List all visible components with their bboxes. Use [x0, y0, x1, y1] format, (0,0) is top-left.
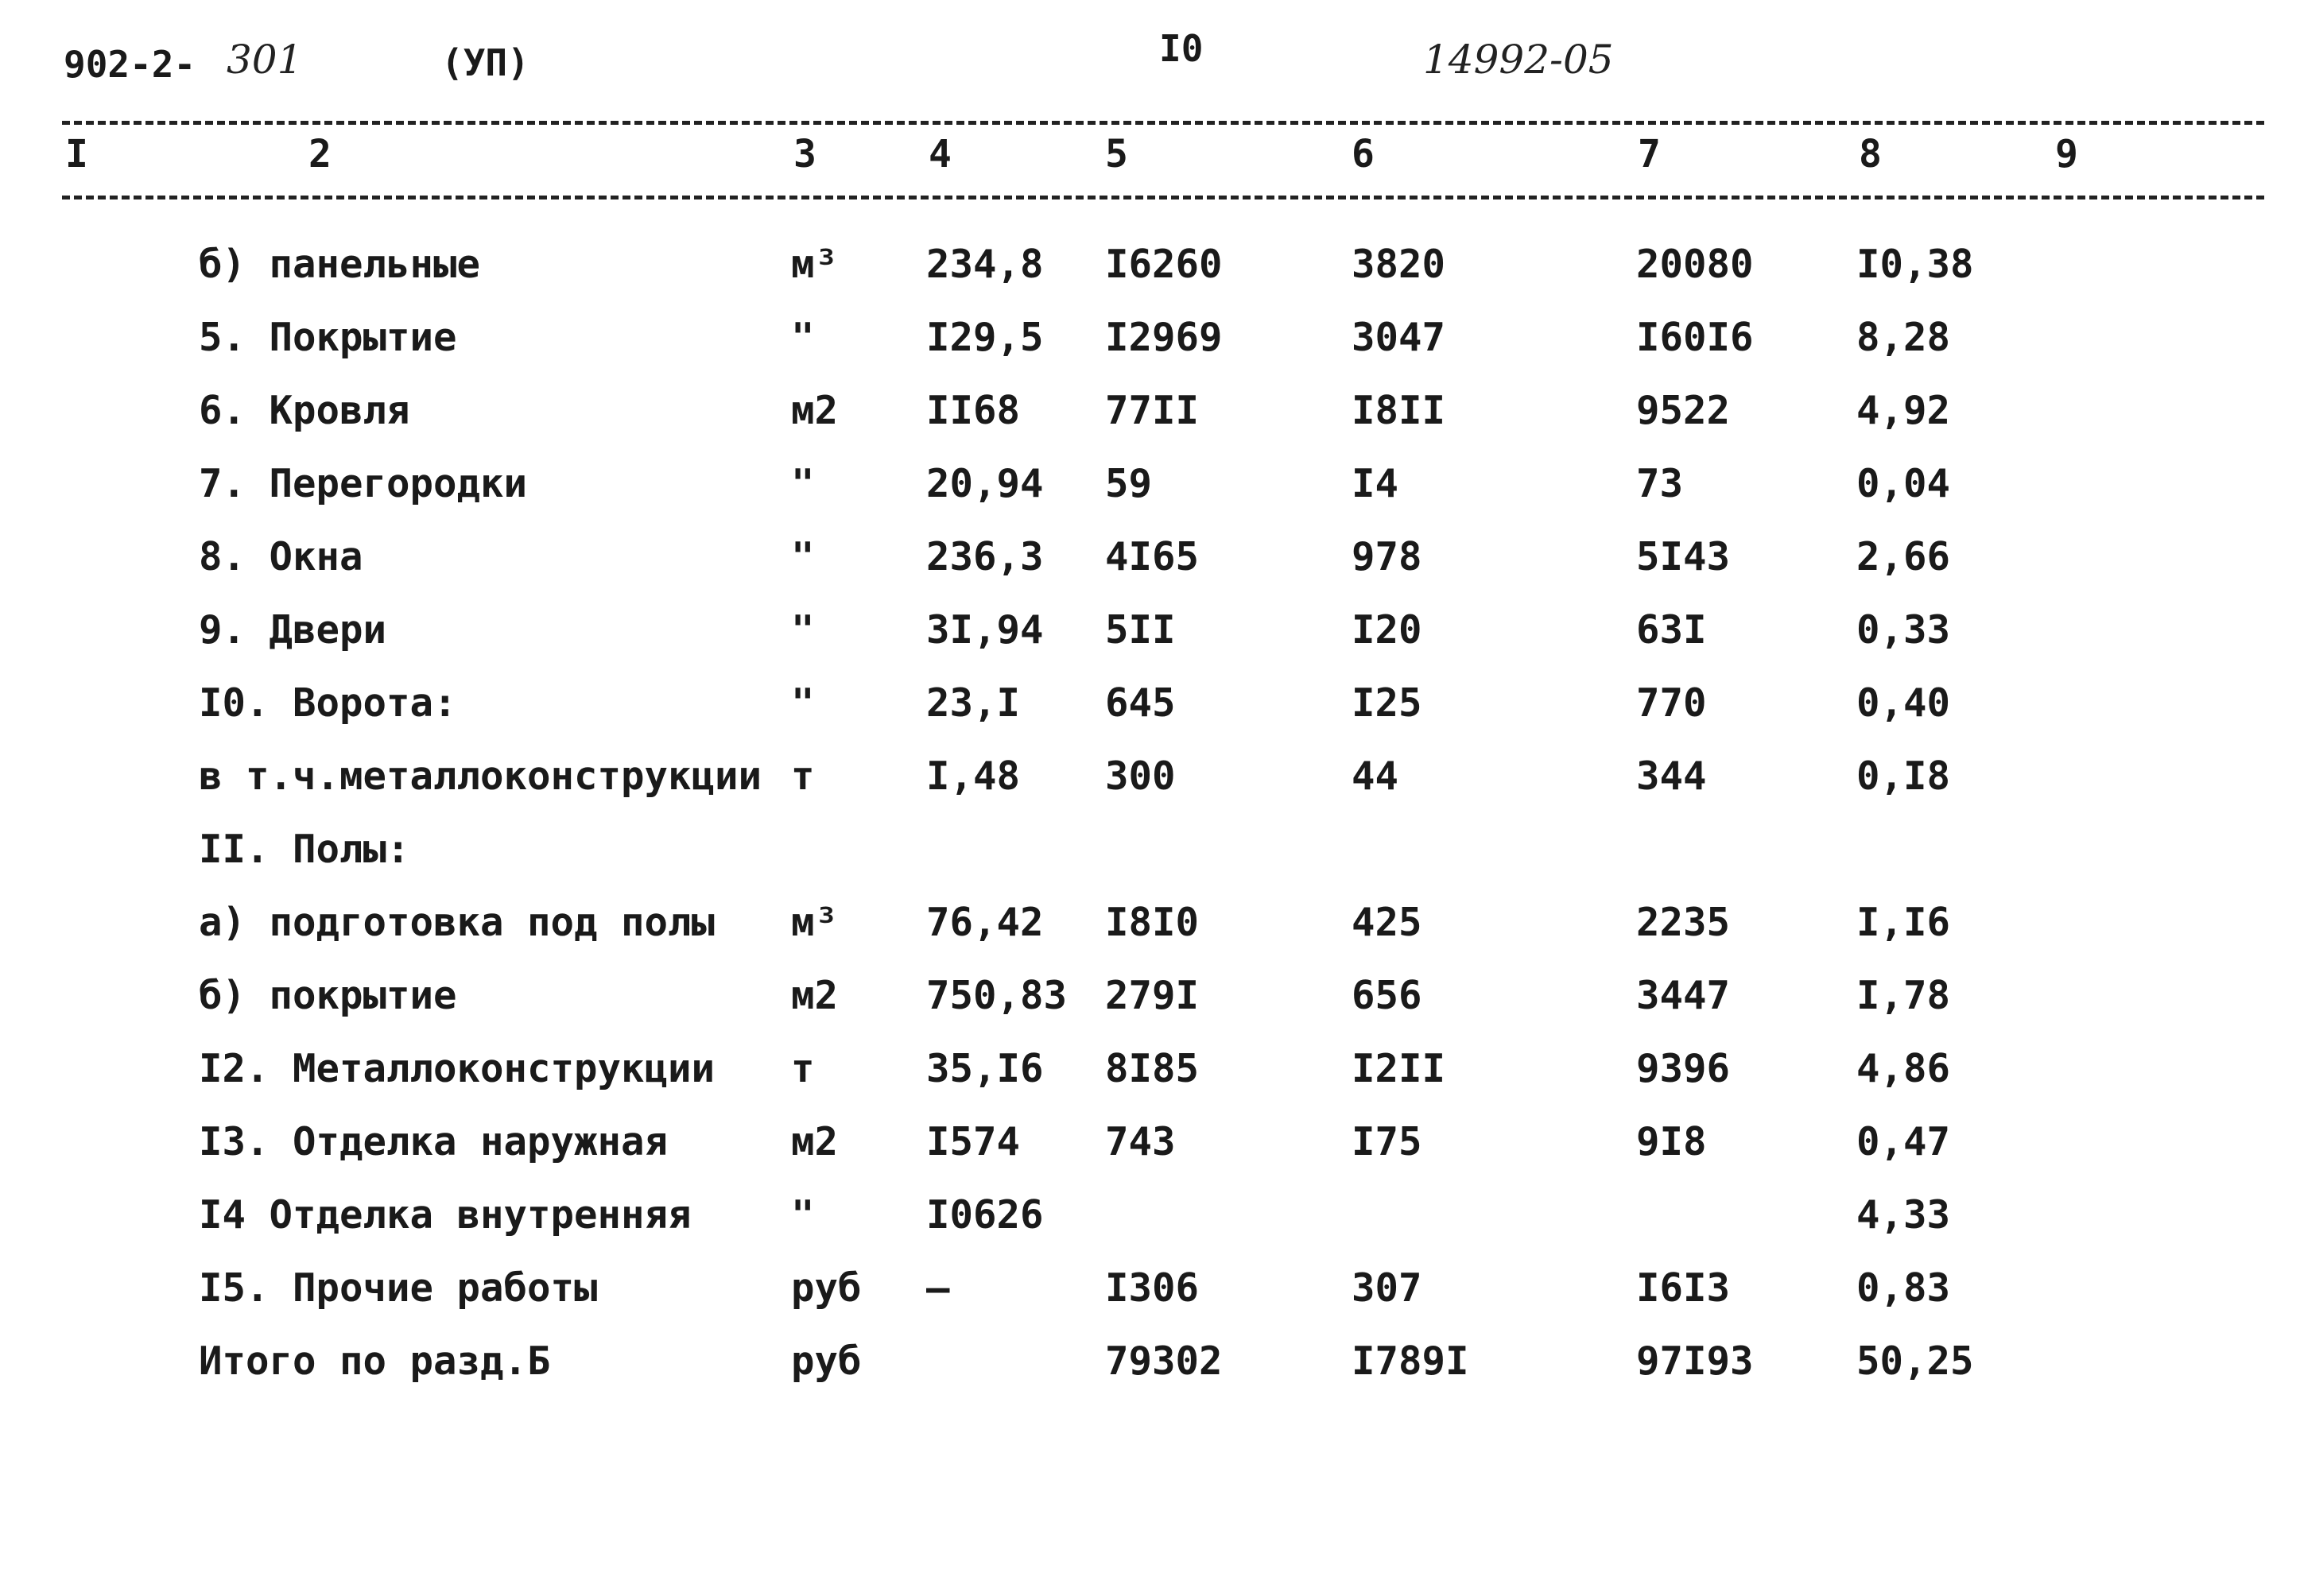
value-col-7: I6I3	[1636, 1265, 1731, 1311]
item-label: I0. Ворота:	[199, 680, 457, 726]
total-label: Итого по разд.Б	[199, 1338, 551, 1384]
table-row	[0, 456, 2300, 512]
value-col-6: I25	[1352, 680, 1422, 726]
table-row	[0, 676, 2300, 731]
value-col-6: I20	[1352, 607, 1422, 653]
value-col-7: 3447	[1636, 973, 1731, 1018]
value-col-6: 656	[1352, 973, 1422, 1018]
column-number: I	[65, 132, 88, 176]
value-col-6: 307	[1352, 1265, 1422, 1311]
value-col-6: 425	[1352, 900, 1422, 945]
value-col-7: 20080	[1636, 242, 1754, 287]
table-row	[0, 1114, 2300, 1170]
table-row	[0, 749, 2300, 804]
value-col-8: I,78	[1856, 973, 1951, 1018]
table-row	[0, 1041, 2300, 1097]
value-col-8: 0,I8	[1856, 753, 1951, 799]
item-label: I5. Прочие работы	[199, 1265, 598, 1311]
value-col-7: 9I8	[1636, 1119, 1707, 1164]
item-label: б) панельные	[199, 242, 481, 287]
value-col-6: I4	[1352, 461, 1399, 506]
column-number: 6	[1352, 132, 1375, 176]
item-label: 6. Кровля	[199, 388, 410, 433]
unit: т	[791, 1046, 815, 1091]
value-col-5: 279I	[1105, 973, 1200, 1018]
value-col-8: 0,33	[1856, 607, 1951, 653]
value-col-7: 9522	[1636, 388, 1731, 433]
quantity: 23,I	[926, 680, 1021, 726]
quantity: 234,8	[926, 242, 1044, 287]
total-row	[0, 1334, 2300, 1389]
item-label: а) подготовка под полы	[199, 900, 716, 945]
table-row	[0, 310, 2300, 366]
item-label: I4 Отделка внутренняя	[199, 1192, 692, 1238]
table-row	[0, 1261, 2300, 1316]
unit: "	[791, 534, 815, 579]
column-number: 8	[1859, 132, 1882, 176]
value-col-8: 4,92	[1856, 388, 1951, 433]
value-col-5: 743	[1105, 1119, 1176, 1164]
value-col-7: 2235	[1636, 900, 1731, 945]
item-label: в т.ч.металлоконструкции	[199, 753, 762, 799]
quantity: 236,3	[926, 534, 1044, 579]
column-number: 4	[929, 132, 952, 176]
unit: м³	[791, 242, 839, 287]
value-col-5: 8I85	[1105, 1046, 1200, 1091]
page-number: I0	[1159, 27, 1204, 70]
value-col-6: I75	[1352, 1119, 1422, 1164]
table-row	[0, 1187, 2300, 1243]
column-number: 9	[2055, 132, 2078, 176]
value-col-8: I,I6	[1856, 900, 1951, 945]
value-col-8: 4,86	[1856, 1046, 1951, 1091]
item-label: б) покрытие	[199, 973, 457, 1018]
item-label: I3. Отделка наружная	[199, 1119, 669, 1164]
unit: м2	[791, 388, 839, 433]
table-row	[0, 968, 2300, 1024]
value-col-6: I789I	[1352, 1338, 1469, 1384]
quantity: 750,83	[926, 973, 1068, 1018]
value-col-8: 50,25	[1856, 1338, 1974, 1384]
unit: м2	[791, 1119, 839, 1164]
column-number: 2	[308, 132, 332, 176]
quantity: I574	[926, 1119, 1021, 1164]
unit: "	[791, 607, 815, 653]
quantity: 20,94	[926, 461, 1044, 506]
value-col-7: 344	[1636, 753, 1707, 799]
value-col-8: 4,33	[1856, 1192, 1951, 1238]
value-col-5: 4I65	[1105, 534, 1200, 579]
value-col-7: 5I43	[1636, 534, 1731, 579]
value-col-7: 770	[1636, 680, 1707, 726]
unit: т	[791, 753, 815, 799]
item-label: 8. Окна	[199, 534, 363, 579]
value-col-5: 59	[1105, 461, 1153, 506]
quantity: 3I,94	[926, 607, 1044, 653]
value-col-8: 0,47	[1856, 1119, 1951, 1164]
value-col-6: 978	[1352, 534, 1422, 579]
value-col-8: 8,28	[1856, 315, 1951, 360]
series-number-handwritten: 301	[227, 37, 303, 83]
value-col-6: I8II	[1352, 388, 1446, 433]
table-row	[0, 237, 2300, 292]
value-col-5: 645	[1105, 680, 1176, 726]
value-col-5: I6260	[1105, 242, 1223, 287]
table-row	[0, 602, 2300, 658]
column-number: 7	[1638, 132, 1661, 176]
unit: "	[791, 1192, 815, 1238]
value-col-5: I8I0	[1105, 900, 1200, 945]
bottom-dashed-rule	[62, 196, 2264, 200]
value-col-7: 97I93	[1636, 1338, 1754, 1384]
series-prefix: 902-2-	[64, 43, 196, 86]
value-col-6: 3047	[1352, 315, 1446, 360]
item-label: 7. Перегородки	[199, 461, 528, 506]
value-col-5: I306	[1105, 1265, 1200, 1311]
value-col-8: I0,38	[1856, 242, 1974, 287]
unit: "	[791, 680, 815, 726]
column-number: 5	[1105, 132, 1128, 176]
table-row	[0, 895, 2300, 951]
value-col-8: 0,04	[1856, 461, 1951, 506]
unit: руб	[791, 1265, 862, 1311]
value-col-5: I2969	[1105, 315, 1223, 360]
unit: "	[791, 461, 815, 506]
value-col-5: 77II	[1105, 388, 1200, 433]
item-label: 9. Двери	[199, 607, 387, 653]
value-col-8: 0,83	[1856, 1265, 1951, 1311]
unit: руб	[791, 1338, 862, 1384]
unit: м2	[791, 973, 839, 1018]
unit: м³	[791, 900, 839, 945]
value-col-8: 2,66	[1856, 534, 1951, 579]
value-col-5: 79302	[1105, 1338, 1223, 1384]
inventory-number-handwritten: 14992-05	[1423, 37, 1614, 83]
quantity: –	[926, 1265, 950, 1311]
quantity: I29,5	[926, 315, 1044, 360]
table-row	[0, 383, 2300, 439]
value-col-6: I2II	[1352, 1046, 1446, 1091]
value-col-6: 3820	[1352, 242, 1446, 287]
column-number: 3	[793, 132, 816, 176]
table-row	[0, 529, 2300, 585]
quantity: 35,I6	[926, 1046, 1044, 1091]
value-col-7: 73	[1636, 461, 1684, 506]
table-row	[0, 822, 2300, 877]
volume-label: (УП)	[441, 41, 529, 84]
item-label: 5. Покрытие	[199, 315, 457, 360]
value-col-5: 5II	[1105, 607, 1176, 653]
value-col-7: 63I	[1636, 607, 1707, 653]
unit: "	[791, 315, 815, 360]
value-col-7: 9396	[1636, 1046, 1731, 1091]
top-dashed-rule	[62, 121, 2264, 125]
value-col-6: 44	[1352, 753, 1399, 799]
quantity: 76,42	[926, 900, 1044, 945]
value-col-5: 300	[1105, 753, 1176, 799]
item-label: I2. Металлоконструкции	[199, 1046, 716, 1091]
quantity: I0626	[926, 1192, 1044, 1238]
quantity: I,48	[926, 753, 1021, 799]
section-label: II. Полы:	[199, 827, 410, 872]
value-col-7: I60I6	[1636, 315, 1754, 360]
value-col-8: 0,40	[1856, 680, 1951, 726]
quantity: II68	[926, 388, 1021, 433]
